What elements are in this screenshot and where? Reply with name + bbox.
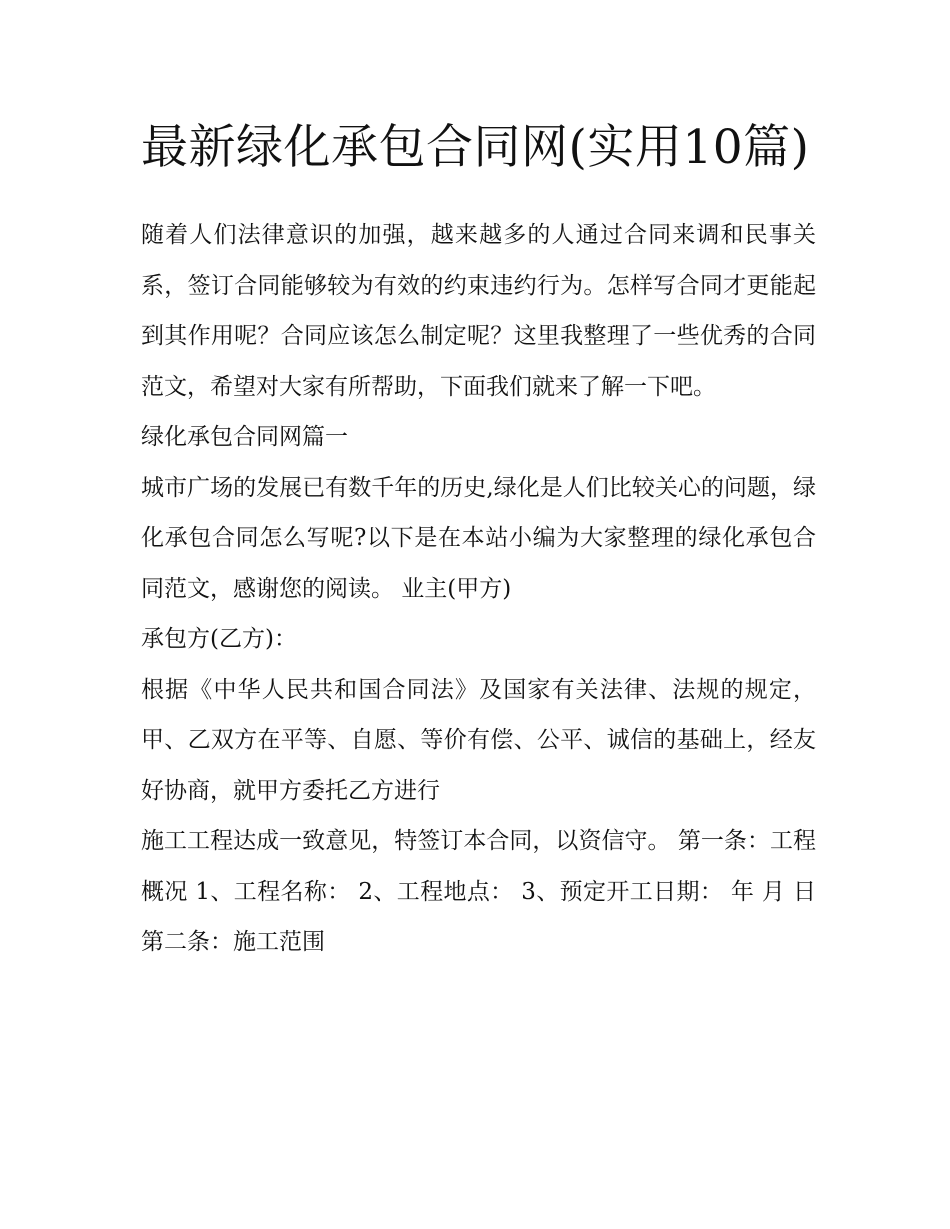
body-paragraph: 城市广场的发展已有数千年的历史,绿化是人们比较关心的问题，绿化承包合同怎么写呢?以下是在本站小编为大家整理的绿化承包合同范文，感谢您的阅读。 业主(甲方) <box>141 474 816 602</box>
document-body <box>141 210 816 968</box>
document-page <box>141 112 816 968</box>
body-paragraph: 施工工程达成一致意见，特签订本合同，以资信守。 第一条：工程概况 1、工程名称： 2、工程地点： 3、预定开工日期： 年 月 日 第二条：施工范围 <box>141 828 816 955</box>
contractor-line: 承包方(乙方)： <box>141 626 297 652</box>
intro-paragraph: 随着人们法律意识的加强，越来越多的人通过合同来调和民事关系，签订合同能够较为有效的约束违约行为。怎样写合同才更能起到其作用呢？合同应该怎么制定呢？这里我整理了一些优秀的合同范文，希望对大家有所帮助，下面我们就来了解一下吧。 <box>141 222 816 400</box>
body-paragraph: 根据《中华人民共和国合同法》及国家有关法律、法规的规定，甲、乙双方在平等、自愿、等价有偿、公平、诚信的基础上，经友好协商，就甲方委托乙方进行 <box>141 676 816 804</box>
section-heading: 绿化承包合同网篇一 <box>141 424 348 450</box>
document-title: 最新绿化承包合同网(实用10篇) <box>141 120 810 175</box>
